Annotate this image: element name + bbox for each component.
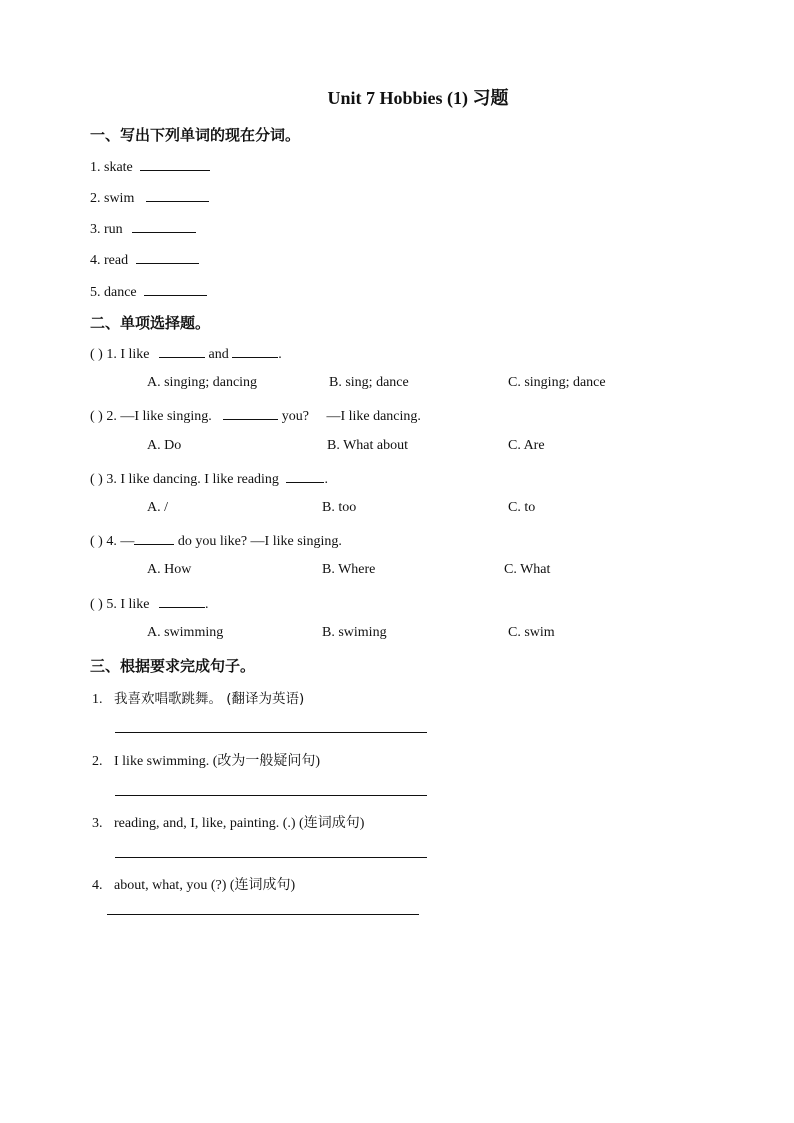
list-item	[90, 219, 196, 238]
list-item	[90, 250, 199, 269]
task-text: about, what, you (?) (连词成句)	[114, 878, 296, 893]
answer-line[interactable]	[115, 857, 427, 858]
answer-blank	[232, 344, 278, 358]
question-4	[90, 531, 342, 550]
sentence-task-3	[92, 812, 364, 832]
sentence-task-1	[92, 687, 304, 708]
question-stem-part: do you like? —I like singing.	[177, 534, 342, 549]
answer-paren[interactable]: ( )	[90, 472, 103, 487]
question-stem-end: .	[278, 347, 282, 362]
answer-blank	[159, 594, 205, 608]
list-item	[90, 282, 207, 301]
word-label: 5. dance	[90, 285, 137, 300]
question-stem-end: .	[324, 472, 328, 487]
option-a[interactable]: A. How	[147, 562, 192, 577]
answer-blank	[286, 469, 324, 483]
task-number: 1.	[92, 692, 103, 707]
task-number: 2.	[92, 754, 103, 769]
answer-blank	[134, 531, 174, 545]
answer-line[interactable]	[115, 795, 427, 796]
option-a[interactable]: A. singing; dancing	[147, 375, 258, 390]
sentence-task-2	[92, 750, 320, 770]
question-stem: 2. —I like singing.	[106, 409, 212, 424]
question-stem: 3. I like dancing. I like reading	[106, 472, 279, 487]
option-a[interactable]: A. /	[147, 500, 168, 515]
answer-blank[interactable]	[144, 282, 207, 296]
page-title: Unit 7 Hobbies (1) 习题	[327, 88, 509, 108]
answer-blank[interactable]	[132, 219, 196, 233]
option-b[interactable]: B. sing; dance	[329, 375, 409, 390]
question-stem-part: and	[208, 347, 229, 362]
option-c[interactable]: C. singing; dance	[508, 375, 606, 390]
option-c[interactable]: C. swim	[508, 625, 555, 640]
question-stem-end: .	[204, 597, 209, 612]
question-stem: 4. —	[106, 534, 135, 549]
option-c[interactable]: C. to	[508, 500, 536, 515]
section-1-heading: 一、写出下列单词的现在分词。	[90, 126, 301, 144]
question-1	[90, 344, 282, 363]
task-text: I like swimming. (改为一般疑问句)	[114, 754, 321, 769]
word-label: 2. swim	[90, 191, 135, 206]
list-item	[90, 157, 210, 176]
option-a[interactable]: A. Do	[147, 438, 182, 453]
section-2-heading: 二、单项选择题。	[90, 314, 211, 332]
list-item	[90, 188, 209, 207]
question-5	[90, 594, 208, 613]
answer-blank	[223, 406, 278, 420]
option-b[interactable]: B. too	[322, 500, 357, 515]
answer-paren[interactable]: ( )	[90, 409, 103, 424]
word-label: 1. skate	[90, 160, 133, 175]
task-text: reading, and, I, like, painting. (.) (连词成句)	[114, 816, 365, 831]
section-3-heading: 三、根据要求完成句子。	[90, 657, 256, 675]
sentence-task-4	[92, 874, 295, 894]
option-c[interactable]: C. Are	[508, 438, 545, 453]
task-number: 4.	[92, 878, 103, 893]
answer-line[interactable]	[115, 732, 427, 733]
answer-line[interactable]	[107, 914, 419, 915]
question-stem: 5. I like	[106, 597, 150, 612]
answer-blank[interactable]	[140, 157, 210, 171]
question-stem-part: you?	[281, 409, 309, 424]
question-stem-end: —I like dancing.	[326, 409, 421, 424]
task-text: 我喜欢唱歌跳舞。 (翻译为英语)	[114, 691, 305, 707]
answer-blank[interactable]	[136, 250, 199, 264]
option-b[interactable]: B. swiming	[322, 625, 387, 640]
task-number: 3.	[92, 816, 103, 831]
option-a[interactable]: A. swimming	[147, 625, 224, 640]
question-3	[90, 469, 328, 488]
question-stem: 1. I like	[106, 347, 150, 362]
answer-paren[interactable]: ( )	[90, 597, 103, 612]
answer-paren[interactable]: ( )	[90, 534, 103, 549]
word-label: 4. read	[90, 253, 129, 268]
option-b[interactable]: B. What about	[327, 438, 409, 453]
question-2	[90, 406, 421, 425]
answer-blank	[159, 344, 205, 358]
answer-blank[interactable]	[146, 188, 209, 202]
word-label: 3. run	[90, 222, 123, 237]
answer-paren[interactable]: ( )	[90, 347, 103, 362]
option-c[interactable]: C. What	[504, 562, 551, 577]
option-b[interactable]: B. Where	[322, 562, 376, 577]
